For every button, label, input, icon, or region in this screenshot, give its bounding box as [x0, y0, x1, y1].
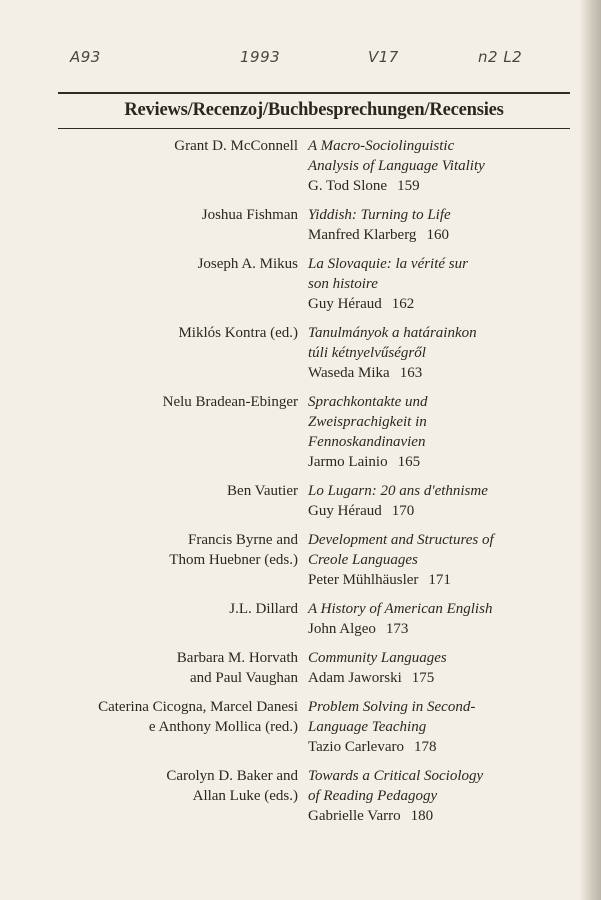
page-number: 165: [397, 454, 421, 470]
reviewer-line: [308, 294, 570, 314]
review-author: [58, 766, 308, 826]
book-title: [308, 254, 570, 294]
review-entry: [58, 136, 570, 196]
title-line: Development and Structures of: [308, 532, 494, 548]
title-line: Tanulmányok a határainkon: [308, 325, 477, 341]
review-entry: [58, 254, 570, 314]
reviewer-name: Jarmo Lainio: [308, 454, 388, 470]
title-line: Community Languages: [308, 650, 447, 666]
book-title: [308, 323, 570, 363]
author-line: Miklós Kontra (ed.): [178, 325, 298, 341]
review-work: [308, 392, 570, 472]
annotation-number: n2 L2: [478, 48, 523, 66]
title-line: Lo Lugarn: 20 ans d'ethnisme: [308, 483, 488, 499]
author-line: Allan Luke (eds.): [192, 788, 298, 804]
review-author: [58, 323, 308, 383]
reviewer-name: John Algeo: [308, 621, 376, 637]
title-line: La Slovaquie: la vérité sur: [308, 256, 468, 272]
title-line: Problem Solving in Second-: [308, 699, 476, 715]
book-title: [308, 697, 570, 737]
book-title: [308, 481, 570, 501]
reviewer-name: Waseda Mika: [308, 365, 390, 381]
author-line: Barbara M. Horvath: [176, 650, 298, 666]
reviewer-name: Guy Héraud: [308, 503, 382, 519]
handwritten-annotations: [0, 48, 601, 78]
review-work: [308, 648, 570, 688]
annotation-year: 1993: [240, 48, 281, 66]
title-line: son histoire: [308, 276, 378, 292]
review-entry: [58, 205, 570, 245]
page-number: 160: [426, 227, 449, 243]
review-entry: [58, 599, 570, 639]
review-author: [58, 205, 308, 245]
heading-rule-bottom: [58, 128, 570, 129]
review-entry: [58, 323, 570, 383]
author-line: Grant D. McConnell: [174, 138, 298, 154]
review-author: [58, 648, 308, 688]
book-title: [308, 766, 570, 806]
reviewer-name: Adam Jaworski: [308, 670, 402, 686]
title-line: of Reading Pedagogy: [308, 788, 438, 804]
reviewer-name: Peter Mühlhäusler: [308, 572, 419, 588]
author-line: e Anthony Mollica (red.): [148, 719, 298, 735]
review-author: [58, 136, 308, 196]
review-entry: [58, 766, 570, 826]
page-number: 180: [410, 808, 434, 824]
author-line: and Paul Vaughan: [189, 670, 298, 686]
reviewer-line: [308, 225, 570, 245]
reviewer-line: [308, 452, 570, 472]
title-line: Sprachkontakte und: [308, 394, 428, 410]
title-line: A History of American English: [308, 601, 493, 617]
review-work: [308, 481, 570, 521]
page-number: 163: [399, 365, 423, 381]
review-work: [308, 323, 570, 383]
book-title: [308, 205, 570, 225]
page-title: Reviews/Recenzoj/Buchbesprechungen/Recensies: [124, 100, 504, 120]
review-work: [308, 766, 570, 826]
reviewer-line: [308, 176, 570, 196]
review-entry: [58, 530, 570, 590]
reviewer-name: Guy Héraud: [308, 296, 382, 312]
reviewer-name: Tazio Carlevaro: [308, 739, 404, 755]
reviewer-line: [308, 737, 570, 757]
book-title: [308, 530, 570, 570]
review-entry: [58, 648, 570, 688]
author-line: Carolyn D. Baker and: [166, 768, 298, 784]
review-work: [308, 254, 570, 314]
author-line: Ben Vautier: [227, 483, 298, 499]
title-line: A Macro-Sociolinguistic: [308, 138, 455, 154]
reviewer-line: [308, 501, 570, 521]
review-entry: [58, 697, 570, 757]
review-work: [308, 136, 570, 196]
review-author: [58, 481, 308, 521]
book-title: [308, 648, 570, 668]
title-line: túli kétnyelvűségről: [308, 345, 426, 361]
page-number: 162: [391, 296, 415, 312]
author-line: Francis Byrne and: [188, 532, 298, 548]
title-line: Zweisprachigkeit in: [308, 414, 427, 430]
author-line: Nelu Bradean-Ebinger: [162, 394, 298, 410]
author-line: Joseph A. Mikus: [197, 256, 298, 272]
author-line: Thom Huebner (eds.): [169, 552, 298, 568]
author-line: Joshua Fishman: [201, 207, 298, 223]
review-author: [58, 254, 308, 314]
page-number: 171: [428, 572, 451, 588]
book-title: [308, 599, 570, 619]
review-work: [308, 697, 570, 757]
page-number: 175: [411, 670, 435, 686]
heading-rule-top: [58, 92, 570, 94]
page-edge-shadow: [579, 0, 601, 900]
annotation-volume: V17: [368, 48, 399, 66]
page-number: 170: [391, 503, 415, 519]
reviewer-name: Gabrielle Varro: [308, 808, 401, 824]
title-line: Yiddish: Turning to Life: [308, 207, 451, 223]
reviewer-line: [308, 619, 570, 639]
title-line: Creole Languages: [308, 552, 418, 568]
reviewer-line: [308, 363, 570, 383]
review-author: [58, 392, 308, 472]
title-line: Analysis of Language Vitality: [308, 158, 485, 174]
review-author: [58, 599, 308, 639]
page-number: 159: [397, 178, 420, 194]
title-line: Fennoskandinavien: [308, 434, 426, 450]
page-number: 173: [385, 621, 409, 637]
annotation-a93: A93: [70, 48, 101, 66]
page-number: 178: [413, 739, 437, 755]
review-work: [308, 530, 570, 590]
book-title: [308, 392, 570, 452]
review-work: [308, 205, 570, 245]
title-line: Towards a Critical Sociology: [308, 768, 484, 784]
title-line: Language Teaching: [308, 719, 427, 735]
reviewer-line: [308, 668, 570, 688]
reviewer-line: [308, 806, 570, 826]
review-entry: [58, 481, 570, 521]
review-work: [308, 599, 570, 639]
review-list: [58, 136, 570, 835]
review-author: [58, 530, 308, 590]
author-line: Caterina Cicogna, Marcel Danesi: [98, 699, 298, 715]
review-entry: [58, 392, 570, 472]
review-author: [58, 697, 308, 757]
reviewer-line: [308, 570, 570, 590]
book-title: [308, 136, 570, 176]
author-line: J.L. Dillard: [229, 601, 298, 617]
reviewer-name: Manfred Klarberg: [308, 227, 417, 243]
reviewer-name: G. Tod Slone: [308, 178, 388, 194]
